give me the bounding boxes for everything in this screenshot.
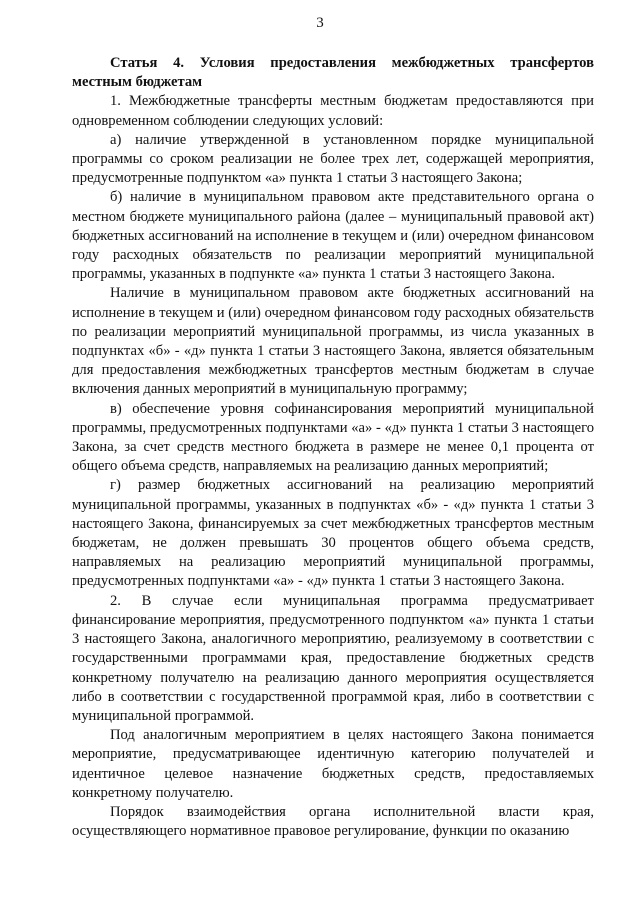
document-body <box>72 54 594 841</box>
paragraph-subpoint-g: г) размер бюджетных ассигнований на реализацию мероприятий муниципальной программы, указанных в подпунктах «б» - «д» пункта 1 статьи 3 настоящего Закона, финансируемых за счет межбюджетных трансфертов местным бюджетам, не должен превышать 30 процентов общего объема средств, направляемых на реализацию мероприятий муниципальной программы, предусмотренных подпунктами «а» - «д» пункта 1 статьи 3 настоящего Закона. <box>72 477 594 590</box>
paragraph-budget-allocations: Наличие в муниципальном правовом акте бюджетных ассигнований на исполнение в текущем и (или) очередном финансовом году расходных обязательств по реализации мероприятий муниципальной программы, из числа указанных в подпунктах «б» - «д» пункта 1 статьи 3 настоящего Закона, является обязательным для предоставления межбюджетных трансфертов местным бюджетам в случае включения данных мероприятий в муниципальную программу; <box>72 285 594 398</box>
paragraph-1: 1. Межбюджетные трансферты местным бюджетам предоставляются при одновременном соблюдении следующих условий: <box>72 93 594 129</box>
paragraph-analogous-measure: Под аналогичным мероприятием в целях настоящего Закона понимается мероприятие, предусматривающее идентичную категорию получателей и идентичное целевое назначение бюджетных средств, предоставляемых конкретному получателю. <box>72 727 594 801</box>
paragraph-subpoint-b: б) наличие в муниципальном правовом акте представительного органа о местном бюджете муниципального района (далее – муниципальный правовой акт) бюджетных ассигнований на исполнение в текущем и (или) очередном финансовом году расходных обязательств по реализации мероприятий муниципальной программы, указанных в подпункте «а» пункта 1 статьи 3 настоящего Закона. <box>72 189 594 283</box>
article-heading: Статья 4. Условия предоставления межбюджетных трансфертов местным бюджетам <box>72 55 594 91</box>
paragraph-2: 2. В случае если муниципальная программа предусматривает финансирование мероприятия, предусмотренного подпунктом «а» пункта 1 статьи 3 настоящего Закона, аналогичного мероприятию, реализуемому в соответствии с государственными программами края, предоставление бюджетных средств конкретному получателю на реализацию данного мероприятия осуществляется либо в соответствии с государственной программой края, либо в соответствии с муниципальной программой. <box>72 592 594 724</box>
page-number: 3 <box>316 15 324 31</box>
paragraph-subpoint-v: в) обеспечение уровня софинансирования мероприятий муниципальной программы, предусмотренных подпунктами «а» - «д» пункта 1 статьи 3 настоящего Закона, за счет средств местного бюджета в размере не менее 0,1 процента от общего объема средств, направляемых на реализацию данных мероприятий; <box>72 400 594 475</box>
paragraph-interaction-procedure: Порядок взаимодействия органа исполнительной власти края, осуществляющего нормативное правовое регулирование, функции по оказанию <box>72 803 594 840</box>
paragraph-subpoint-a: а) наличие утвержденной в установленном порядке муниципальной программы со сроком реализации не более трех лет, содержащей мероприятия, предусмотренные подпунктом «а» пункта 1 статьи 3 настоящего Закона; <box>72 131 594 187</box>
